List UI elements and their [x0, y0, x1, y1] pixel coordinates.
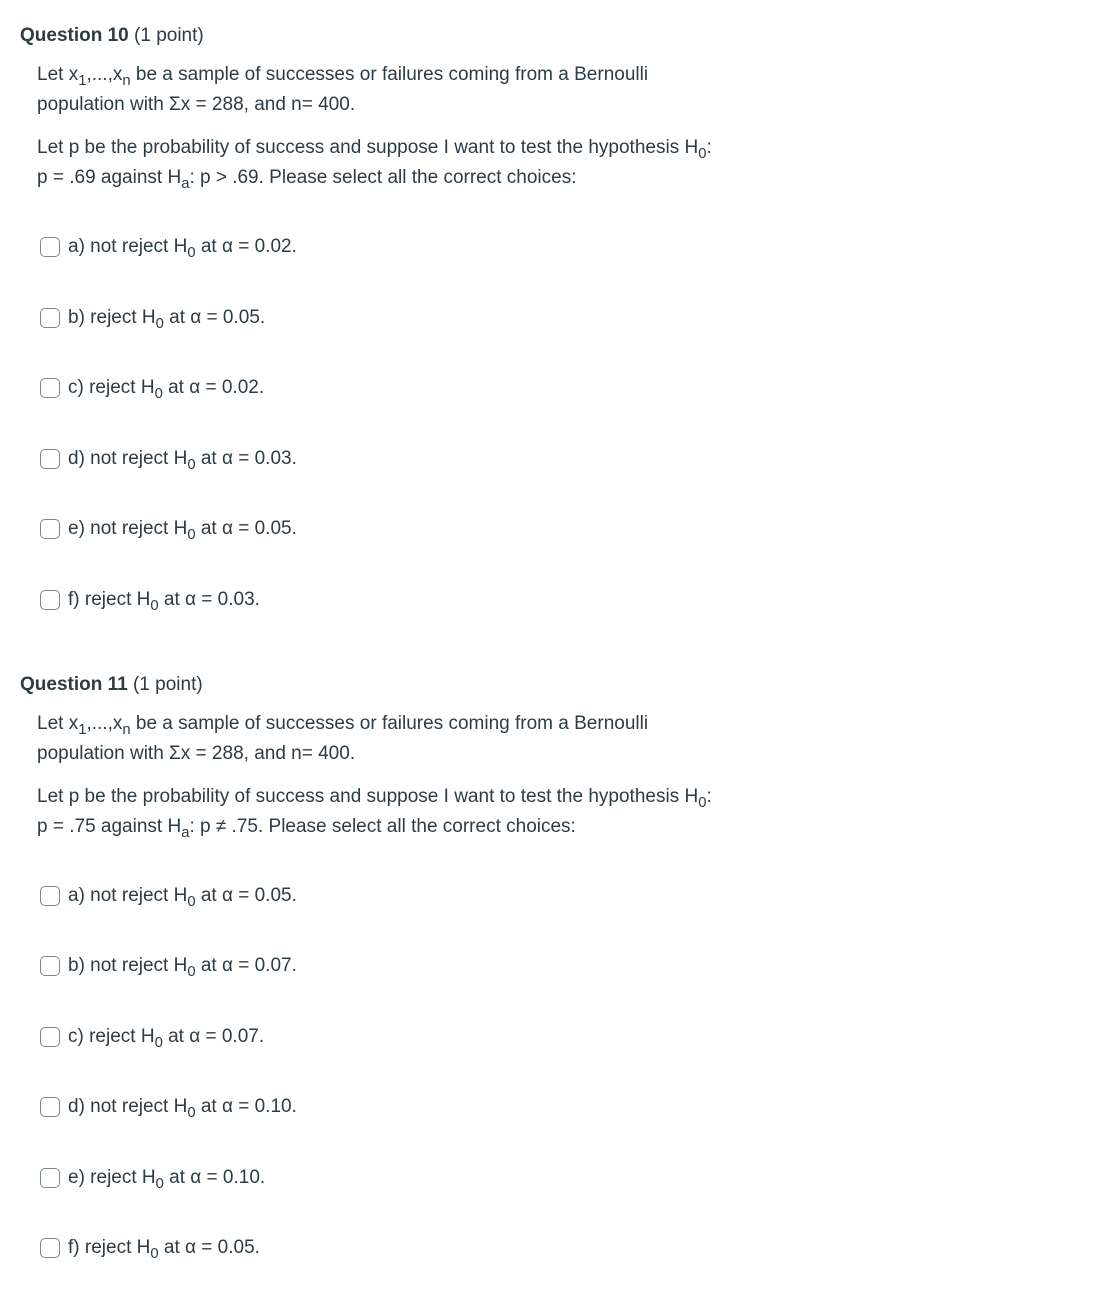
question-title: Question 11 — [20, 674, 128, 695]
checkbox[interactable] — [40, 1238, 60, 1258]
choice-e[interactable] — [40, 1165, 265, 1191]
choice-label: d) not reject $H_0$ at α = 0.03. — [68, 448, 297, 474]
checkbox[interactable] — [40, 956, 60, 976]
question-intro — [37, 709, 648, 769]
choice-label: a) not reject $H_0$ at α = 0.05. — [68, 885, 297, 911]
checkbox[interactable] — [40, 308, 60, 328]
choice-label: b) not reject $H_0$ at α = 0.07. — [68, 955, 297, 981]
question-header — [20, 25, 204, 47]
choice-f[interactable] — [40, 1235, 260, 1261]
hypothesis-line-2: p = .75 against $H_a$: p ≠ .75. Please select all the correct choices: — [37, 816, 576, 842]
question-header — [20, 674, 203, 696]
hypothesis-line-1: Let p be the probability of success and suppose I want to test the hypothesis $H_0$: — [37, 137, 712, 163]
checkbox[interactable] — [40, 237, 60, 257]
choice-b[interactable] — [40, 953, 297, 979]
choice-e[interactable] — [40, 516, 297, 542]
choice-label: d) not reject $H_0$ at α = 0.10. — [68, 1096, 297, 1122]
question-points: (1 point) — [132, 674, 203, 695]
choice-d[interactable] — [40, 1094, 297, 1120]
checkbox[interactable] — [40, 886, 60, 906]
checkbox[interactable] — [40, 519, 60, 539]
checkbox[interactable] — [40, 1027, 60, 1047]
checkbox[interactable] — [40, 1097, 60, 1117]
intro-line-1: Let $x_1,...,x_n$ be a sample of successes or failures coming from a Bernoulli — [37, 713, 649, 739]
choice-label: c) reject $H_0$ at α = 0.02. — [68, 377, 265, 403]
choice-label: b) reject $H_0$ at α = 0.05. — [68, 307, 266, 333]
checkbox[interactable] — [40, 378, 60, 398]
choice-c[interactable] — [40, 375, 264, 401]
choice-label: c) reject $H_0$ at α = 0.07. — [68, 1026, 265, 1052]
question-intro — [37, 60, 648, 120]
choice-b[interactable] — [40, 305, 265, 331]
choice-c[interactable] — [40, 1024, 264, 1050]
choice-a[interactable] — [40, 234, 297, 260]
hypothesis-line-1: Let p be the probability of success and suppose I want to test the hypothesis $H_0$: — [37, 786, 712, 812]
choice-d[interactable] — [40, 446, 297, 472]
question-hypothesis — [37, 782, 712, 842]
choice-label: f) reject $H_0$ at α = 0.03. — [68, 589, 260, 615]
checkbox[interactable] — [40, 449, 60, 469]
choice-label: f) reject $H_0$ at α = 0.05. — [68, 1237, 260, 1263]
intro-line-1: Let $x_1,...,x_n$ be a sample of successes or failures coming from a Bernoulli — [37, 64, 649, 90]
question-points: (1 point) — [134, 25, 204, 46]
choice-label: e) not reject $H_0$ at α = 0.05. — [68, 518, 297, 544]
intro-line-2: population with Σx = 288, and n= 400. — [37, 94, 356, 115]
choice-a[interactable] — [40, 883, 297, 909]
question-title: Question 10 — [20, 25, 129, 46]
choice-label: e) reject $H_0$ at α = 0.10. — [68, 1167, 266, 1193]
choice-label: a) not reject $H_0$ at α = 0.02. — [68, 236, 297, 262]
checkbox[interactable] — [40, 590, 60, 610]
checkbox[interactable] — [40, 1168, 60, 1188]
intro-line-2: population with Σx = 288, and n= 400. — [37, 743, 356, 764]
hypothesis-line-2: p = .69 against $H_a$: p > .69. Please select all the correct choices: — [37, 167, 577, 193]
choice-f[interactable] — [40, 587, 260, 613]
question-hypothesis — [37, 133, 712, 193]
